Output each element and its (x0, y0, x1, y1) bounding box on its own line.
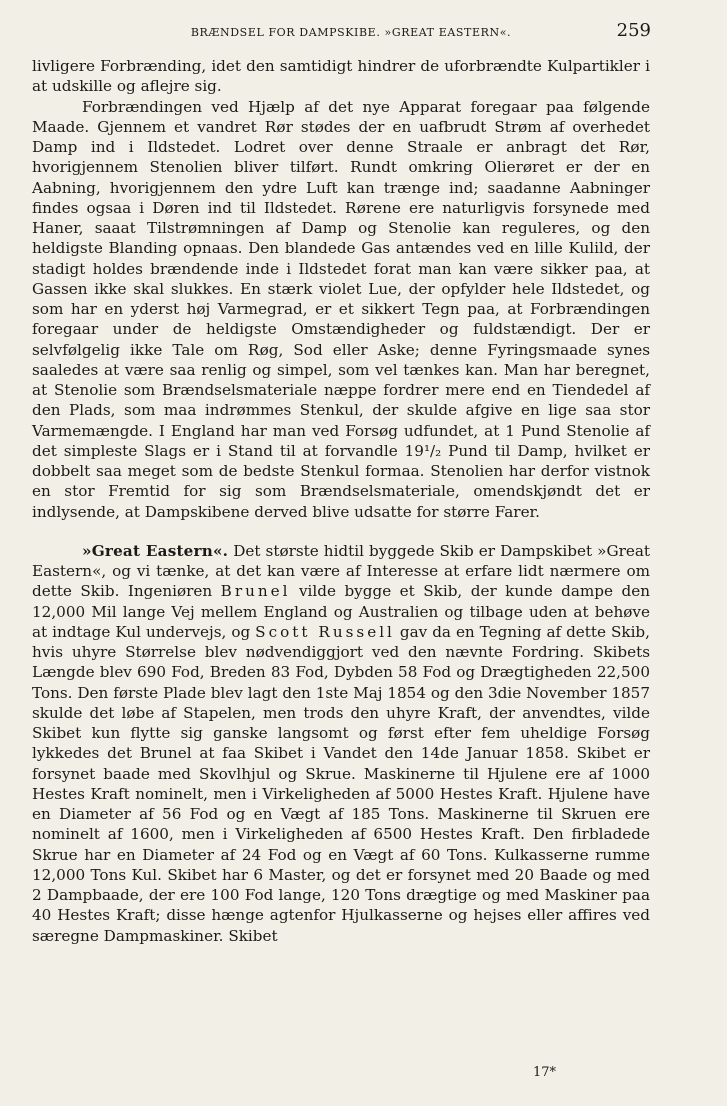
paragraph-text: Det største hidtil byggede Skib er Dampskibet »Great Eastern«, og vi tænke, at det kan være af Interesse at erfare lidt nærmere om dette Skib. Ingeniøren (32, 541, 650, 601)
paragraph-great-eastern (32, 541, 650, 946)
book-page (32, 18, 650, 1088)
printer-signature: 17* (532, 1065, 556, 1080)
paragraph-text: gav da en Tegning af dette Skib, hvis uhyre Størrelse blev nødvendiggjort ved den nævnte Fordring. Skibets Længde blev 690 Fod, Breden 83 Fod, Dybden 58 Fod og Drægtigheden 22,500 Tons. Den første Plade blev lagt den 1ste Maj 1854 og den 3die November 1857 skulde det løbe af Stapelen, men trods den uhyre Kraft, der anvendtes, vilde Skibet kun flytte sig ganske langsomt og først efter fem uheldige Forsøg lykkedes det Brunel at faa Skibet i Vandet den 14de Januar 1858. Skibet er forsynet baade med Skovlhjul og Skrue. Maskinerne til Hjulene ere af 1000 Hestes Kraft nominelt, men i Virkeligheden af 5000 Hestes Kraft. Hjulene have en Diameter af 56 Fod og en Vægt af 185 Tons. Maskinerne til Skruen ere nominelt af 1600, men i Virkeligheden af 6500 Hestes Kraft. Den firbladede Skrue har en Diameter af 24 Fod og en Vægt af 60 Tons. Kulkasserne rumme 12,000 Tons Kul. Skibet har 6 Master, og det er forsynet med 20 Baade og med 2 Dampbaade, der ere 100 Fod lange, 120 Tons drægtige og med Maskiner paa 40 Hestes Kraft; disse hænge agtenfor Hjulkasserne og hejses eller affires ved særegne Dampmaskiner. Skibet (32, 622, 650, 945)
running-title: BRÆNDSEL FOR DAMPSKIBE. »GREAT EASTERN«. (190, 26, 512, 39)
person-name: Scott Russell (255, 622, 395, 641)
paragraph-oil-firing: Forbrændingen ved Hjælp af det nye Apparat foregaar paa følgende Maade. Gjennem et vandret Rør stødes der en uafbrudt Strøm af overhedet Damp ind i Ildstedet. Lodret over denne Straale er anbragt det Rør, hvorigjennem Stenolien bliver tilført. Rundt omkring Olierøret er der en Aabning, hvorigjennem den ydre Luft kan trænge ind; saadanne Aabninger findes ogsaa i Døren ind til Ildstedet. Rørene ere naturligvis forsynede med Haner, saaat Tilstrømningen af Damp og Stenolie kan reguleres, og den heldigste Blanding opnaas. Den blandede Gas antændes ved en lille Kulild, der stadigt holdes brændende inde i Ildstedet forat man kan være sikker paa, at Gassen ikke skal slukkes. En stærk violet Lue, der opfylder hele Ildstedet, og som har en yderst høj Varmegrad, er et sikkert Tegn paa, at Forbrændingen foregaar under de heldigste Omstændigheder og fuldstændigt. Der er selvfølgelig ikke Tale om Røg, Sod eller Aske; denne Fyringsmaade synes saaledes at være saa renlig og simpel, som vel tænkes kan. Man har beregnet, at Stenolie som Brændselsmateriale næppe fordrer mere end en Tiendedel af den Plads, som maa indrømmes Stenkul, der skulde afgive en lige saa stor Varmemængde. I England har man ved Forsøg udfundet, at 1 Pund Stenolie af det simpleste Slags er i Stand til at forvandle 19¹/₂ Pund til Damp, hvilket er dobbelt saa meget som de bedste Stenkul formaa. Stenolien har derfor vistnok en stor Fremtid for sig som Brændselsmateriale, omendskjøndt det er indlysende, at Dampskibene derved blive udsatte for større Farer. (32, 97, 650, 521)
page-header (32, 18, 650, 48)
paragraph-continuation: livligere Forbrænding, idet den samtidigt hindrer de uforbrændte Kulpartikler i at udskille og aflejre sig. (32, 57, 650, 96)
section-heading: »Great Eastern«. (82, 541, 229, 560)
paragraph-text: vilde bygge et Skib, der kunde dampe den 12,000 Mil lange Vej mellem England og Australien og tilbage uden at behøve at indtage Kul undervejs, og (32, 582, 650, 641)
page-number: 259 (616, 20, 651, 41)
body-text (32, 56, 650, 946)
person-name: Brunel (220, 582, 291, 601)
